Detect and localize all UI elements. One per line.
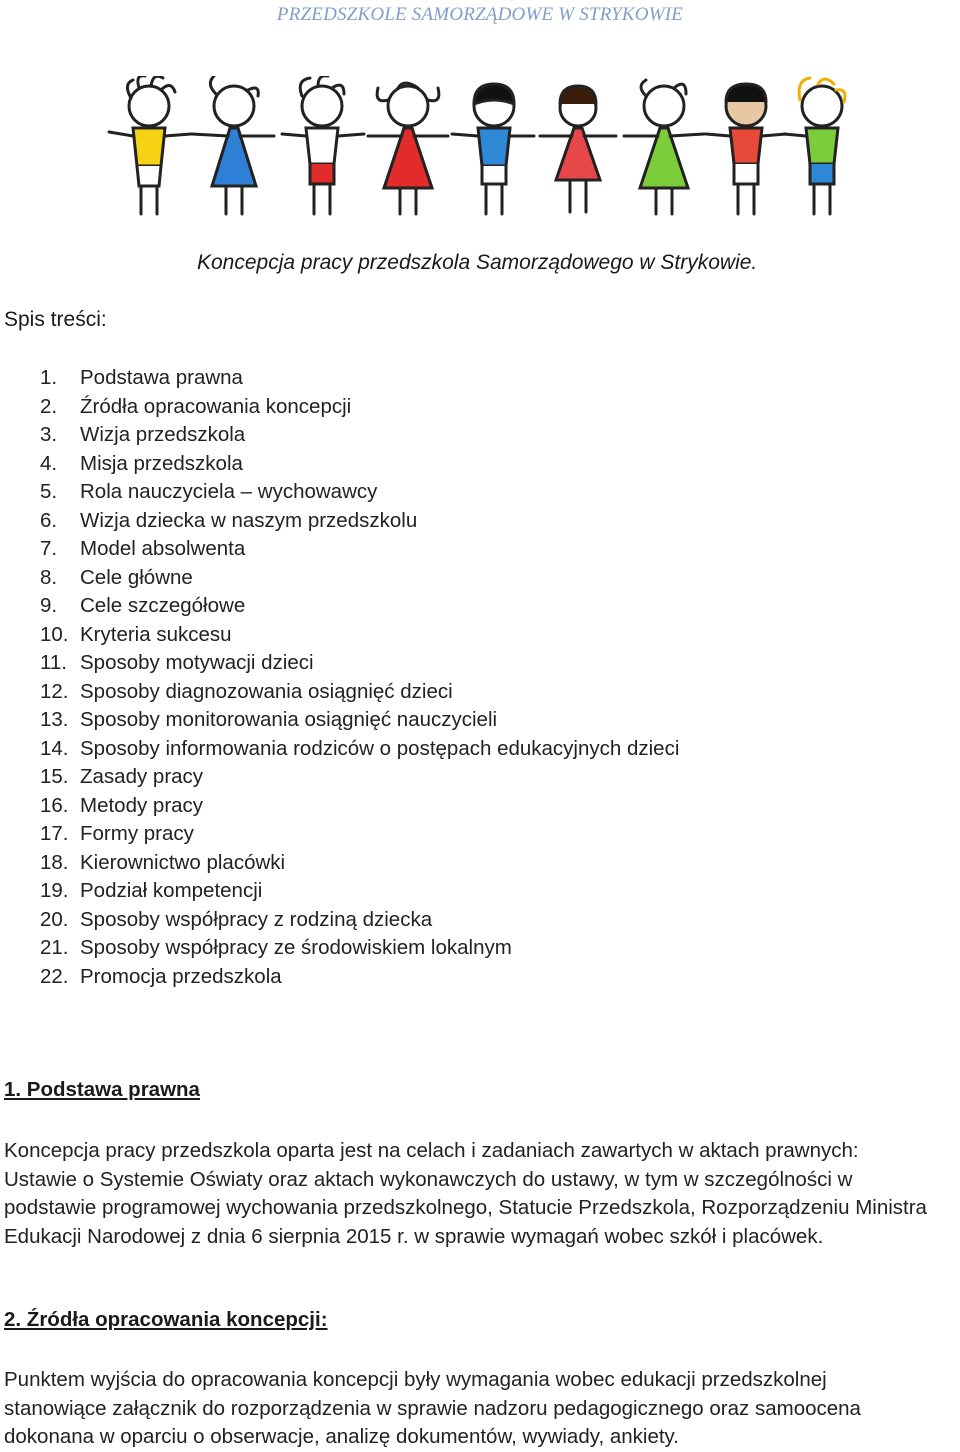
toc-item-label: Podstawa prawna [80,366,243,389]
toc-item-number: 3. [40,423,58,446]
toc-item-number: 13. [40,708,69,731]
toc-item-label: Cele główne [80,565,193,589]
toc-item [40,621,679,650]
toc-item-label: Sposoby współpracy ze środowiskiem lokalnym [80,936,512,959]
toc-item [40,507,679,536]
toc-item [40,792,679,821]
toc-item-label: Misja przedszkola [80,451,243,475]
school-header: PRZEDSZKOLE SAMORZĄDOWE W STRYKOWIE [276,4,684,25]
section-heading-1: 1. Podstawa prawna [4,1078,200,1101]
toc-item-label: Formy pracy [80,822,194,845]
toc-item-number: 22. [40,964,69,988]
paragraph-line: stanowiące załącznik do rozporządzenia w sprawie nadzoru pedagogicznego oraz samoocena [4,1396,861,1420]
toc-item-label: Kryteria sukcesu [80,622,232,646]
toc-item-label: Podział kompetencji [80,879,263,902]
toc-item [40,535,679,564]
toc-item [40,820,679,849]
toc-item-number: 19. [40,879,69,902]
toc-item-label: Sposoby współpracy z rodziną dziecka [80,907,433,931]
section-paragraph-2 [4,1366,960,1452]
toc-item [40,478,679,507]
toc-item-label: Metody pracy [80,793,204,817]
toc-item [40,906,679,935]
toc-item [40,877,679,906]
toc-item-number: 10. [40,622,69,646]
toc-item-label: Sposoby monitorowania osiągnięć nauczycieli [80,708,498,731]
toc-item-label: Kierownictwo placówki [80,850,286,874]
toc-item [40,592,679,621]
toc-item [40,763,679,792]
toc-item-label: Sposoby diagnozowania osiągnięć dzieci [80,679,453,703]
toc-item-number: 1. [40,366,58,389]
paragraph-line: Ustawie o Systemie Oświaty oraz aktach wykonawczych do ustawy, w tym w szczególności w [4,1167,853,1191]
toc-item [40,678,679,707]
section-heading-2: 2. Źródła opracowania koncepcji: [4,1308,328,1331]
toc-item-number: 5. [40,480,58,503]
toc-item-number: 20. [40,907,69,931]
toc-item-number: 18. [40,850,69,874]
toc-item-label: Wizja przedszkola [80,423,246,446]
toc-item-label: Promocja przedszkola [80,964,282,988]
toc-item-number: 6. [40,508,58,532]
toc-item [40,364,679,393]
toc-item-number: 15. [40,765,69,788]
toc-item [40,450,679,479]
toc-item-label: Rola nauczyciela – wychowawcy [80,480,378,503]
toc-item [40,934,679,963]
toc-item-number: 9. [40,594,58,617]
toc-item-number: 16. [40,793,69,817]
paragraph-line: podstawie programowej wychowania przedszkolnego, Statucie Przedszkola, Rozporządzeniu Ministra [4,1196,927,1220]
toc-item-number: 11. [40,651,67,674]
toc-item [40,564,679,593]
toc-item-number: 21. [40,936,69,959]
paragraph-line: Koncepcja pracy przedszkola oparta jest na celach i zadaniach zawartych w aktach prawnych: [4,1139,859,1162]
toc-item [40,421,679,450]
toc-item [40,706,679,735]
toc-item-label: Sposoby motywacji dzieci [80,651,314,674]
toc-item [40,393,679,422]
toc-item [40,735,679,764]
children-holding-hands-icon [104,76,864,226]
toc-item-number: 14. [40,736,69,760]
toc-item-label: Wizja dziecka w naszym przedszkolu [80,508,418,532]
table-of-contents [40,364,679,991]
toc-item-label: Model absolwenta [80,537,246,560]
paragraph-line: Punktem wyjścia do opracowania koncepcji były wymagania wobec edukacji przedszkolnej [4,1368,827,1391]
toc-item-number: 8. [40,565,58,589]
toc-item-number: 12. [40,679,69,703]
toc-label: Spis treści: [4,308,107,331]
toc-item-label: Cele szczegółowe [80,594,246,617]
toc-item [40,649,679,678]
toc-item-label: Sposoby informowania rodziców o postępach edukacyjnych dzieci [80,736,680,760]
paragraph-line: dokonana w oparciu o obserwacje, analizę dokumentów, wywiady, ankiety. [4,1425,679,1449]
toc-item-number: 2. [40,394,58,418]
toc-item-number: 17. [40,822,69,845]
toc-item [40,849,679,878]
toc-item-label: Źródła opracowania koncepcji [80,394,352,418]
toc-item-number: 4. [40,451,58,475]
toc-item-number: 7. [40,537,58,560]
paragraph-line: Edukacji Narodowej z dnia 6 sierpnia 2015 r. w sprawie wymagań wobec szkół i placówek. [4,1224,824,1248]
toc-item-label: Zasady pracy [80,765,204,788]
document-title: Koncepcja pracy przedszkola Samorządowego w Strykowie. [197,251,758,274]
section-paragraph-1 [4,1137,960,1251]
toc-item [40,963,679,992]
